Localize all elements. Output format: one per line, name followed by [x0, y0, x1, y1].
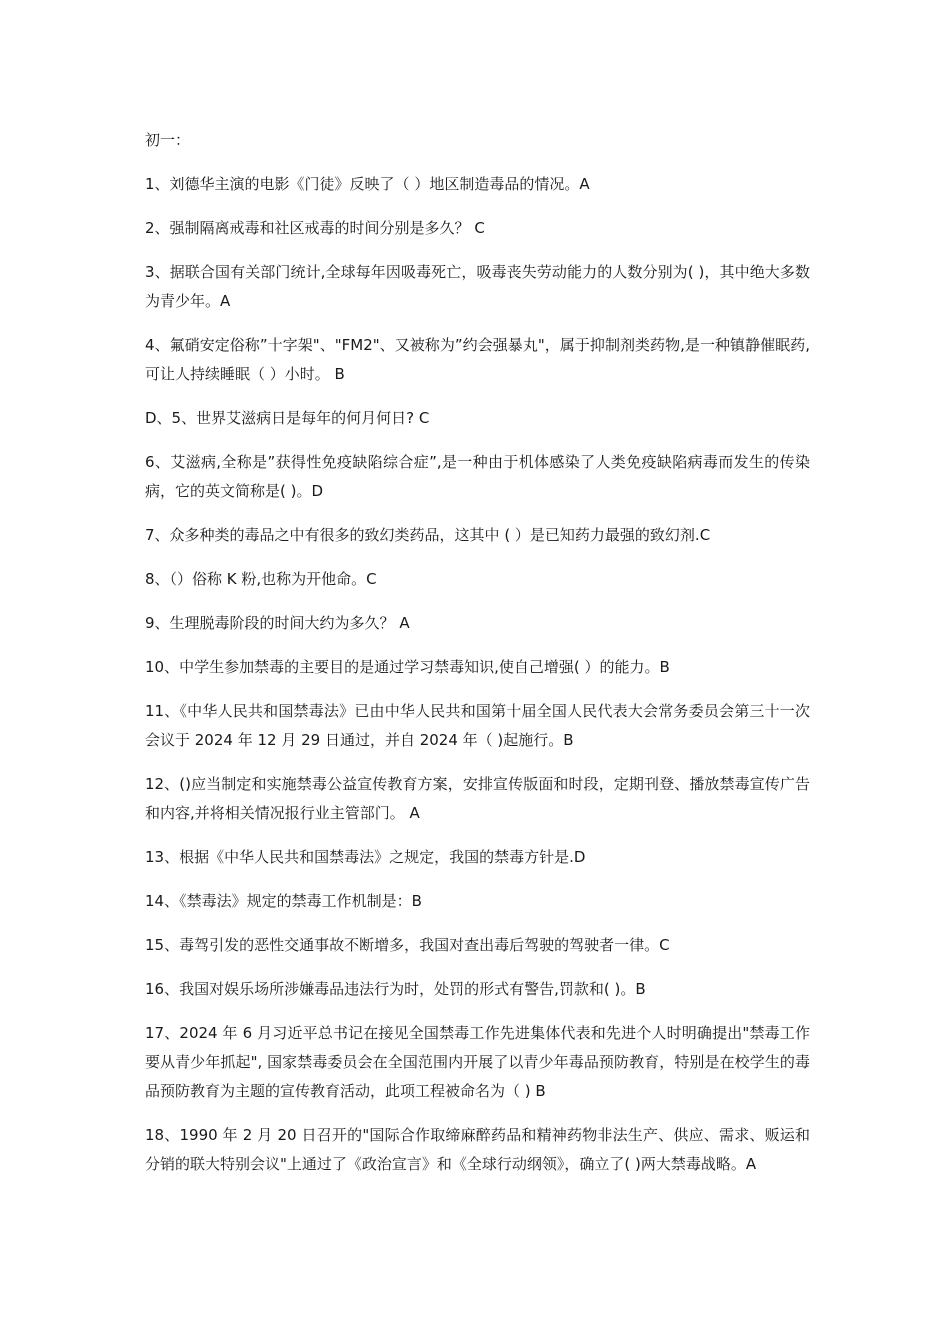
question-8: 8、（）俗称 K 粉,也称为开他命。C [145, 570, 377, 588]
section-heading: 初一： [145, 131, 191, 149]
question-4: 4、氟硝安定俗称”十字架"、"FM2"、又被称为”约会强暴丸"，属于抑制剂类药物,是一种镇静催眠药,可让人持续睡眠（ ）小时。 B [145, 336, 810, 383]
document-body [145, 126, 810, 1194]
question-2: 2、强制隔离戒毒和社区戒毒的时间分别是多久？ C [145, 219, 485, 237]
question-17: 17、2024 年 6 月习近平总书记在接见全国禁毒工作先进集体代表和先进个人时明确提出"禁毒工作要从青少年抓起", 国家禁毒委员会在全国范围内开展了以青少年毒品预防教育，特别是在校学生的毒品预防教育为主题的宣传教育活动，此项工程被命名为（ ) B [145, 1024, 810, 1100]
question-6: 6、艾滋病,全称是”获得性免疫缺陷综合症”,是一种由于机体感染了人类免疫缺陷病毒而发生的传染病，它的英文简称是( )。D [145, 453, 810, 500]
question-10: 10、中学生参加禁毒的主要目的是通过学习禁毒知识,使自己增强( ）的能力。B [145, 658, 670, 676]
question-3: 3、据联合国有关部门统计,全球每年因吸毒死亡，吸毒丧失劳动能力的人数分别为( )，其中绝大多数为青少年。A [145, 263, 810, 310]
question-9: 9、生理脱毒阶段的时间大约为多久？ A [145, 614, 410, 632]
question-1: 1、刘德华主演的电影《门徒》反映了（ ）地区制造毒品的情况。A [145, 175, 590, 193]
question-16: 16、我国对娱乐场所涉嫌毒品违法行为时，处罚的形式有警告,罚款和( )。B [145, 980, 646, 998]
question-12: 12、()应当制定和实施禁毒公益宣传教育方案，安排宣传版面和时段，定期刊登、播放禁毒宣传广告和内容,并将相关情况报行业主管部门。 A [145, 775, 810, 822]
question-15: 15、毒驾引发的恶性交通事故不断增多，我国对查出毒后驾驶的驾驶者一律。C [145, 936, 670, 954]
question-7: 7、众多种类的毒品之中有很多的致幻类药品，这其中 ( ）是已知药力最强的致幻剂.C [145, 526, 711, 544]
question-5: D、5、世界艾滋病日是每年的何月何日? C [145, 409, 430, 427]
question-14: 14、《禁毒法》规定的禁毒工作机制是：B [145, 892, 422, 910]
question-11: 11、《中华人民共和国禁毒法》已由中华人民共和国第十届全国人民代表大会常务委员会第三十一次会议于 2024 年 12 月 29 日通过，并自 2024 年（ )起施行。B [145, 702, 810, 749]
question-18: 18、1990 年 2 月 20 日召开的"国际合作取缔麻醉药品和精神药物非法生产、供应、需求、贩运和分销的联大特别会议"上通过了《政治宣言》和《全球行动纲领》，确立了( )两大禁毒战略。A [145, 1126, 810, 1173]
question-13: 13、根据《中华人民共和国禁毒法》之规定，我国的禁毒方针是.D [145, 848, 586, 866]
question-list [145, 170, 810, 1179]
